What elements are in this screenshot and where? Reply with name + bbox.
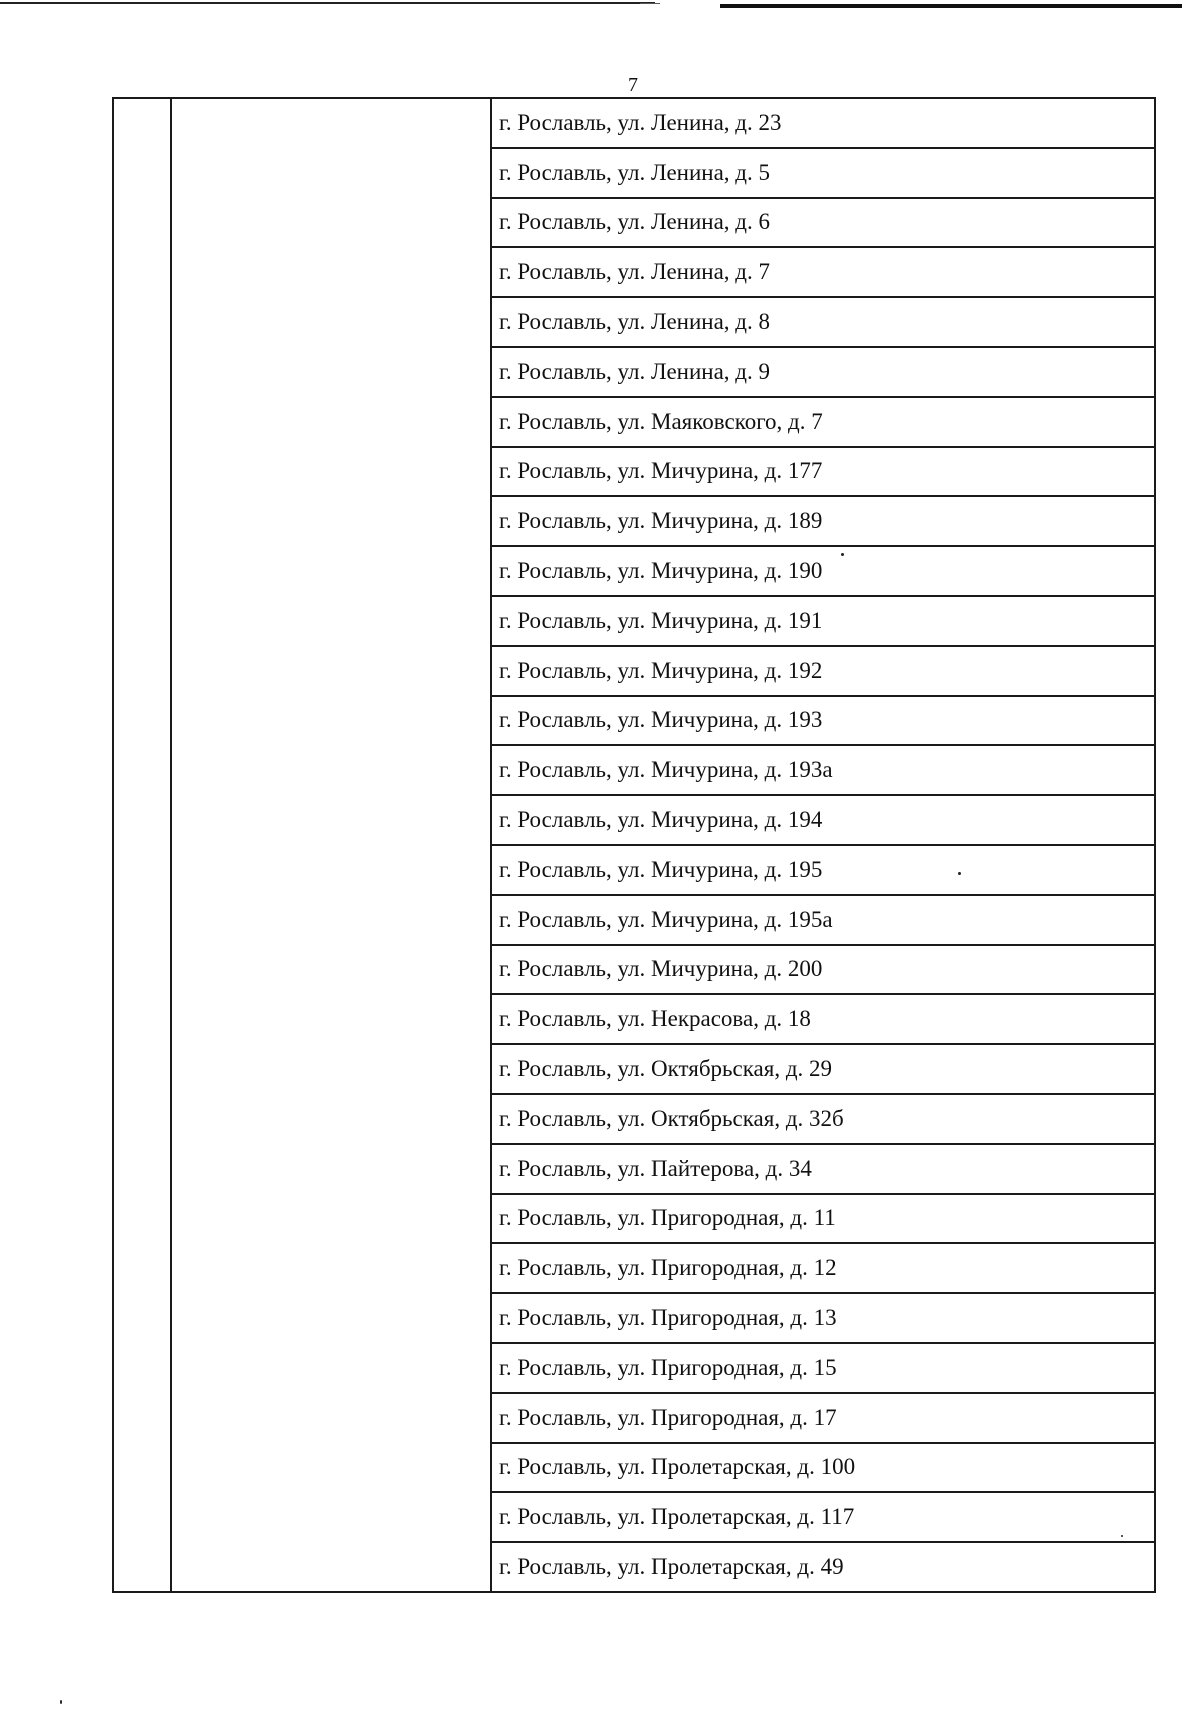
table-row: г. Рославль, ул. Пайтерова, д. 34	[492, 1143, 1154, 1193]
address-table	[112, 97, 1156, 1593]
scan-speck	[60, 1700, 62, 1704]
table-row: г. Рославль, ул. Октябрьская, д. 29	[492, 1043, 1154, 1093]
table-row: г. Рославль, ул. Мичурина, д. 189	[492, 495, 1154, 545]
table-row: г. Рославль, ул. Ленина, д. 23	[499, 109, 782, 135]
scan-edge-line-left	[0, 2, 655, 4]
table-row: г. Рославль, ул. Пригородная, д. 11	[492, 1193, 1154, 1243]
table-row: г. Рославль, ул. Ленина, д. 9	[492, 346, 1154, 396]
scan-speck	[958, 872, 961, 875]
scan-speck	[841, 553, 844, 556]
table-row: г. Рославль, ул. Ленина, д. 8	[492, 296, 1154, 346]
table-row: г. Рославль, ул. Мичурина, д. 193	[492, 695, 1154, 745]
column-divider-number	[170, 99, 172, 1591]
table-row: г. Рославль, ул. Пригородная, д. 12	[492, 1242, 1154, 1292]
table-row: г. Рославль, ул. Маяковского, д. 7	[492, 396, 1154, 446]
table-row: г. Рославль, ул. Пролетарская, д. 49	[492, 1541, 1154, 1591]
table-row: г. Рославль, ул. Мичурина, д. 193а	[492, 744, 1154, 794]
page-number: 7	[628, 74, 638, 96]
table-row: г. Рославль, ул. Мичурина, д. 195а	[492, 894, 1154, 944]
table-row: г. Рославль, ул. Некрасова, д. 18	[492, 993, 1154, 1043]
table-row: г. Рославль, ул. Пригородная, д. 15	[492, 1342, 1154, 1392]
table-row: г. Рославль, ул. Пролетарская, д. 117	[492, 1491, 1154, 1541]
table-row: г. Рославль, ул. Мичурина, д. 177	[492, 446, 1154, 496]
table-row: г. Рославль, ул. Ленина, д. 7	[492, 246, 1154, 296]
scan-speck	[1121, 1535, 1123, 1537]
table-row: г. Рославль, ул. Мичурина, д. 200	[492, 944, 1154, 994]
table-row: г. Рославль, ул. Пригородная, д. 17	[492, 1392, 1154, 1442]
table-row: г. Рославль, ул. Мичурина, д. 195	[492, 844, 1154, 894]
table-row: г. Рославль, ул. Мичурина, д. 191	[492, 595, 1154, 645]
table-row: г. Рославль, ул. Мичурина, д. 192	[492, 645, 1154, 695]
scan-edge-line-right	[720, 4, 1182, 8]
table-row: г. Рославль, ул. Ленина, д. 6	[492, 197, 1154, 247]
scan-edge-dash	[640, 3, 660, 4]
table-row: г. Рославль, ул. Ленина, д. 5	[492, 147, 1154, 197]
table-row: г. Рославль, ул. Пригородная, д. 13	[492, 1292, 1154, 1342]
table-row: г. Рославль, ул. Октябрьская, д. 32б	[492, 1093, 1154, 1143]
table-row: г. Рославль, ул. Мичурина, д. 190	[492, 545, 1154, 595]
address-column	[492, 99, 1154, 1591]
table-row: г. Рославль, ул. Пролетарская, д. 100	[492, 1442, 1154, 1492]
table-row: г. Рославль, ул. Мичурина, д. 194	[492, 794, 1154, 844]
